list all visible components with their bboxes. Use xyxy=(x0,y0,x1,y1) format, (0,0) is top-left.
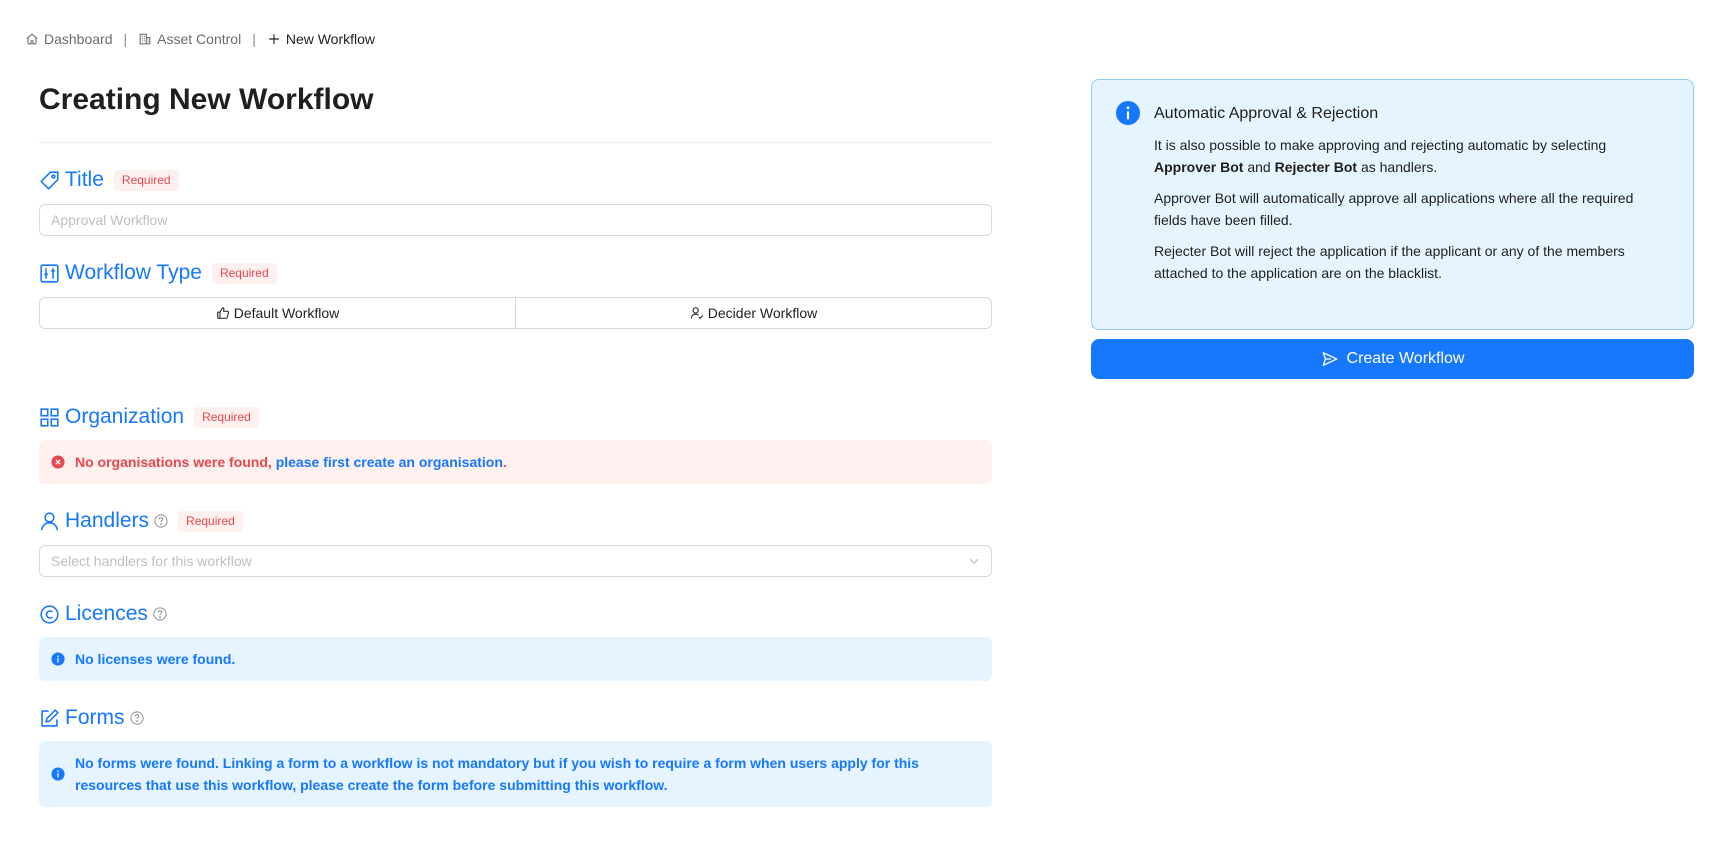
handlers-select[interactable] xyxy=(39,545,992,577)
section-workflow-type-header xyxy=(39,258,992,288)
required-badge: Required xyxy=(178,511,243,532)
alert-end: . xyxy=(502,454,507,470)
organization-error-alert xyxy=(39,440,992,484)
create-workflow-button[interactable] xyxy=(1091,339,1694,379)
info-sidebar xyxy=(1091,79,1694,379)
help-icon[interactable] xyxy=(154,514,168,528)
required-badge: Required xyxy=(212,263,277,284)
edit-icon xyxy=(39,708,60,729)
tag-icon xyxy=(39,170,60,191)
info-icon xyxy=(51,652,65,666)
page-title: Creating New Workflow xyxy=(39,83,374,116)
breadcrumb-separator: | xyxy=(252,31,256,47)
close-circle-icon xyxy=(51,455,65,469)
rejecter-bot-text: Rejecter Bot xyxy=(1274,159,1358,175)
section-label: Licences xyxy=(65,602,148,625)
section-label: Organization xyxy=(65,405,185,428)
copyright-icon xyxy=(39,604,60,625)
chevron-down-icon xyxy=(968,555,980,567)
breadcrumb-asset-control[interactable] xyxy=(138,31,241,47)
text: and xyxy=(1243,159,1275,175)
workflow-form xyxy=(39,78,992,807)
section-label: Title xyxy=(65,168,104,191)
section-title-header xyxy=(39,165,992,195)
sliders-icon xyxy=(39,263,60,284)
section-label: Handlers xyxy=(65,509,150,532)
plus-icon xyxy=(267,32,281,46)
option-label: Decider Workflow xyxy=(707,305,818,321)
home-icon xyxy=(25,32,39,46)
breadcrumb-dashboard[interactable] xyxy=(25,31,113,47)
send-icon xyxy=(1321,350,1339,368)
alert-message xyxy=(75,451,507,473)
workflow-type-selector xyxy=(39,297,992,329)
section-label: Workflow Type xyxy=(65,261,202,284)
building-icon xyxy=(138,32,152,46)
info-icon xyxy=(51,767,65,781)
help-icon[interactable] xyxy=(153,607,167,621)
breadcrumb-label: Dashboard xyxy=(44,31,113,47)
grid-icon xyxy=(39,407,60,428)
decider-workflow-option[interactable] xyxy=(515,298,991,328)
section-licences-header xyxy=(39,599,992,629)
info-paragraph: Rejecter Bot will reject the application if the applicant or any of the members attached to the application are on the blacklist. xyxy=(1154,243,1625,281)
create-organisation-link[interactable]: please first create an organisation xyxy=(275,454,503,470)
alert-text: No organisations were found, xyxy=(75,454,272,470)
help-icon[interactable] xyxy=(130,711,144,725)
title-input[interactable] xyxy=(39,204,992,236)
breadcrumb-new-workflow xyxy=(267,31,375,47)
text: It is also possible to make approving and rejecting automatic by selecting xyxy=(1154,137,1607,153)
approver-bot-text: Approver Bot xyxy=(1154,159,1244,175)
title-divider xyxy=(39,142,992,143)
breadcrumb-separator: | xyxy=(123,31,128,47)
info-icon xyxy=(1116,101,1140,125)
button-label: Create Workflow xyxy=(1346,350,1465,367)
user-check-icon xyxy=(690,306,704,320)
alert-message: No forms were found. Linking a form to a workflow is not mandatory but if you wish to require a form when users apply for this resources that use this workflow, please create the form before submitting this workflow. xyxy=(75,755,919,793)
section-handlers-header xyxy=(39,506,992,536)
breadcrumb xyxy=(25,31,375,47)
required-badge: Required xyxy=(194,407,259,428)
section-organization-header xyxy=(39,402,992,432)
section-label: Forms xyxy=(65,706,125,729)
breadcrumb-label: New Workflow xyxy=(285,31,376,47)
info-paragraph: Approver Bot will automatically approve all applications where all the required fields have been filled. xyxy=(1154,190,1634,228)
alert-message: No licenses were found. xyxy=(75,651,236,667)
info-title: Automatic Approval & Rejection xyxy=(1154,105,1379,122)
user-icon xyxy=(39,511,60,532)
handlers-placeholder: Select handlers for this workflow xyxy=(51,553,252,569)
automatic-approval-info xyxy=(1091,79,1694,330)
required-badge: Required xyxy=(114,170,179,191)
default-workflow-option[interactable] xyxy=(40,298,515,328)
thumbs-up-icon xyxy=(216,306,230,320)
forms-info-alert xyxy=(39,741,992,807)
section-forms-header xyxy=(39,703,992,733)
info-paragraph xyxy=(1154,134,1669,178)
breadcrumb-label: Asset Control xyxy=(157,31,242,47)
option-label: Default Workflow xyxy=(233,305,340,321)
text: as handlers. xyxy=(1357,159,1438,175)
licences-info-alert xyxy=(39,637,992,681)
